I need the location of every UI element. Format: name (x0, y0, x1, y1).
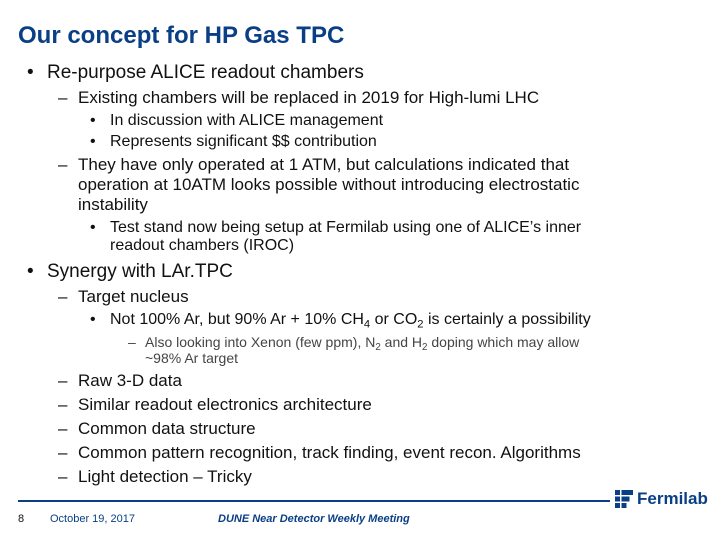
list-item: Common pattern recognition, track finding, event recon. Algorithms (78, 443, 581, 462)
dash-marker: – (128, 334, 136, 350)
bullet-target-nucleus: Target nucleus (78, 287, 189, 306)
bullet-synergy: Synergy with LAr.TPC (47, 261, 233, 282)
bullet-xenon-line2: ~98% Ar target (145, 350, 239, 366)
dash-marker: – (58, 371, 68, 390)
bullet-marker: • (27, 261, 34, 282)
fermilab-logo-text: Fermilab (637, 489, 708, 508)
dash-marker: – (58, 443, 68, 462)
dash-marker: – (58, 395, 68, 414)
dash-marker: – (58, 467, 68, 486)
bullet-marker: • (90, 311, 96, 328)
list-item: Raw 3-D data (78, 371, 182, 390)
bullet-gas-mixture: Not 100% Ar, but 90% Ar + 10% $CH_4$ or $CO_2$ is certainly a possibility (110, 311, 591, 331)
list-item: Similar readout electronics architecture (78, 395, 372, 414)
bullet-xenon-line1: Also looking into Xenon (few ppm), $N_2$ and $H_2$ doping which may allow (145, 334, 580, 353)
footer-meeting-title: DUNE Near Detector Weekly Meeting (218, 513, 410, 525)
bullet-marker: • (90, 133, 96, 150)
bullet-marker: • (90, 112, 96, 129)
bullet-1atm-line3: instability (78, 195, 148, 214)
page-number: 8 (18, 513, 25, 525)
bullet-test-stand-line2: readout chambers (IROC) (110, 237, 295, 254)
bullet-marker: • (27, 62, 34, 83)
bullet-marker: • (90, 219, 96, 236)
footer-date: October 19, 2017 (50, 513, 136, 525)
fermilab-logo (615, 488, 708, 510)
list-item: Common data structure (78, 419, 256, 438)
dash-marker: – (58, 419, 68, 438)
bullet-1atm-line1: They have only operated at 1 ATM, but calculations indicated that (78, 155, 570, 174)
bullet-1atm-line2: operation at 10ATM looks possible without introducing electrostatic (78, 175, 580, 194)
dash-marker: – (58, 88, 68, 107)
footer-divider (18, 500, 610, 502)
page-title: Our concept for HP Gas TPC (18, 22, 345, 49)
list-item: Light detection – Tricky (78, 467, 252, 486)
bullet-alice: Re-purpose ALICE readout chambers (47, 62, 364, 83)
bullet-contribution: Represents significant $$ contribution (110, 133, 377, 150)
fermilab-logo-icon (615, 490, 633, 508)
bullet-alice-management: In discussion with ALICE management (110, 112, 384, 129)
dash-marker: – (58, 287, 68, 306)
bullet-existing-chambers: Existing chambers will be replaced in 2019 for High-lumi LHC (78, 88, 540, 107)
dash-marker: – (58, 155, 68, 174)
bullet-test-stand-line1: Test stand now being setup at Fermilab using one of ALICE’s inner (110, 219, 582, 236)
